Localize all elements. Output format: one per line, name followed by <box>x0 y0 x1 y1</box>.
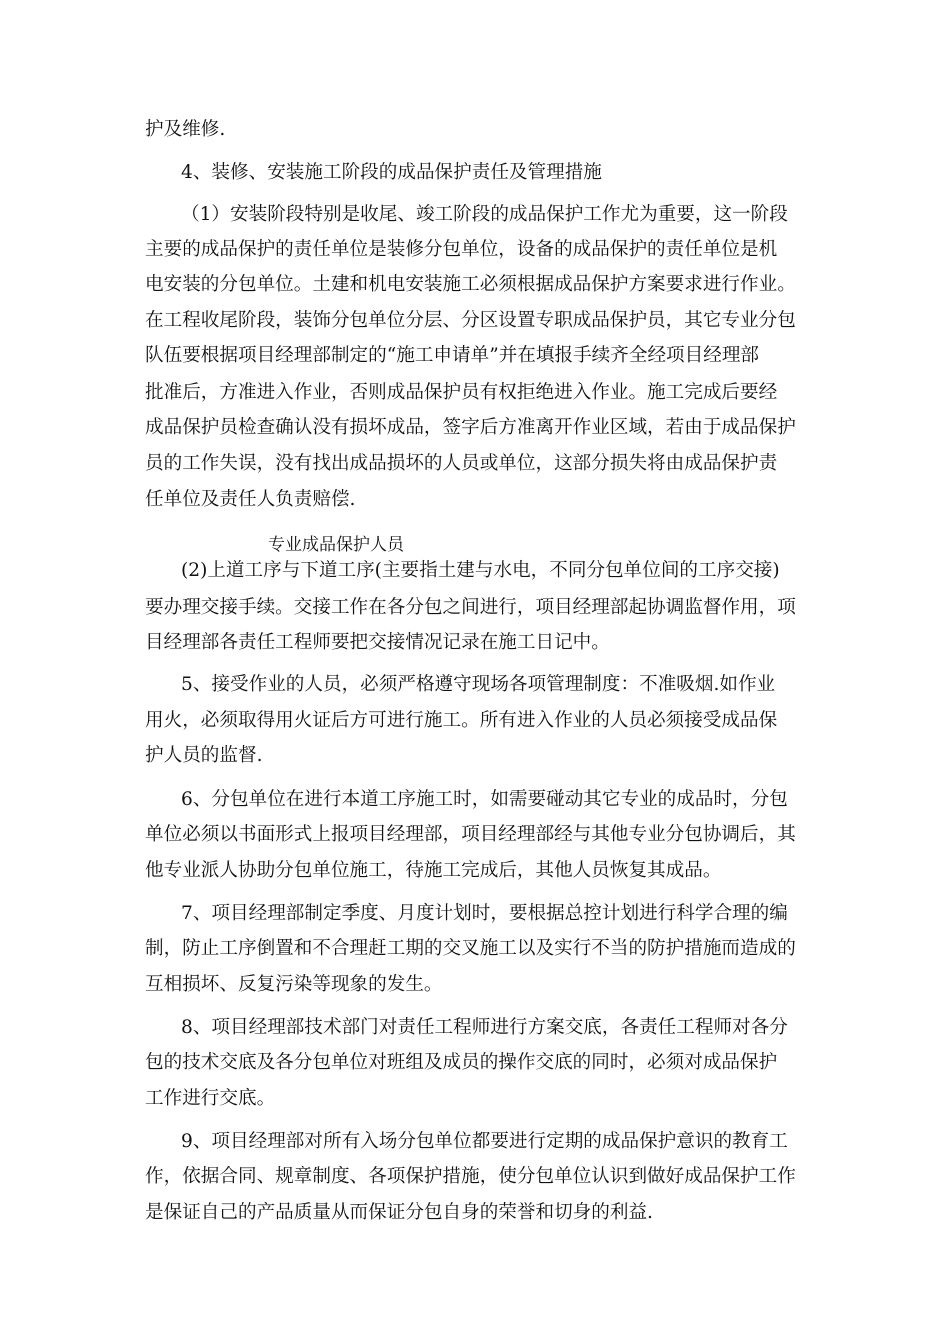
text-line: 互相损坏、反复污染等现象的发生。 <box>145 974 443 995</box>
text-line: 任单位及责任人负责赔偿. <box>145 489 356 510</box>
text-line: 电安装的分包单位。土建和机电安装施工必须根据成品保护方案要求进行作业。 <box>145 274 796 295</box>
text-line: 7、项目经理部制定季度、月度计划时，要根据总控计划进行科学合理的编 <box>181 903 788 924</box>
text-line: 8、项目经理部技术部门对责任工程师进行方案交底，各责任工程师对各分 <box>181 1017 788 1038</box>
text-line: 在工程收尾阶段，装饰分包单位分层、分区设置专职成品保护员，其它专业分包 <box>145 310 796 331</box>
text-line: 护及维修. <box>145 119 226 140</box>
text-line: 是保证自己的产品质量从而保证分包自身的荣誉和切身的利益. <box>145 1202 653 1223</box>
text-line: 成品保护员检查确认没有损坏成品，签字后方准离开作业区域，若由于成品保护 <box>145 417 796 438</box>
text-line: 要办理交接手续。交接工作在各分包之间进行，项目经理部起协调监督作用，项 <box>145 597 796 618</box>
text-line: 护人员的监督. <box>145 745 263 766</box>
text-line: 主要的成品保护的责任单位是装修分包单位，设备的成品保护的责任单位是机 <box>145 239 778 260</box>
text-line: (2)上道工序与下道工序(主要指土建与水电，不同分包单位间的工序交接) <box>181 560 780 581</box>
text-line: 队伍要根据项目经理部制定的“施工申请单”并在填报手续齐全经项目经理部 <box>145 345 760 366</box>
text-line: 制，防止工序倒置和不合理赶工期的交叉施工以及实行不当的防护措施而造成的 <box>145 938 796 959</box>
text-line: 他专业派人协助分包单位施工，待施工完成后，其他人员恢复其成品。 <box>145 860 722 881</box>
text-line: 用火，必须取得用火证后方可进行施工。所有进入作业的人员必须接受成品保 <box>145 710 778 731</box>
text-line: 包的技术交底及各分包单位对班组及成员的操作交底的同时，必须对成品保护 <box>145 1052 778 1073</box>
text-line: 5、接受作业的人员，必须严格遵守现场各项管理制度：不准吸烟.如作业 <box>181 674 776 695</box>
text-line: （1）安装阶段特别是收尾、竣工阶段的成品保护工作尤为重要，这一阶段 <box>181 204 788 225</box>
text-line: 6、分包单位在进行本道工序施工时，如需要碰动其它专业的成品时，分包 <box>181 789 788 810</box>
text-line: 员的工作失误，没有找出成品损坏的人员或单位，这部分损失将由成品保护责 <box>145 453 778 474</box>
text-line: 作，依据合同、规章制度、各项保护措施，使分包单位认识到做好成品保护工作 <box>145 1166 796 1187</box>
text-line: 工作进行交底。 <box>145 1088 276 1109</box>
caption: 专业成品保护人员 <box>268 535 404 555</box>
text-line: 目经理部各责任工程师要把交接情况记录在施工日记中。 <box>145 632 610 653</box>
section-heading: 4、装修、安装施工阶段的成品保护责任及管理措施 <box>181 162 602 183</box>
text-line: 批准后，方准进入作业，否则成品保护员有权拒绝进入作业。施工完成后要经 <box>145 382 778 403</box>
text-line: 单位必须以书面形式上报项目经理部，项目经理部经与其他专业分包协调后，其 <box>145 824 796 845</box>
text-line: 9、项目经理部对所有入场分包单位都要进行定期的成品保护意识的教育工 <box>181 1131 788 1152</box>
